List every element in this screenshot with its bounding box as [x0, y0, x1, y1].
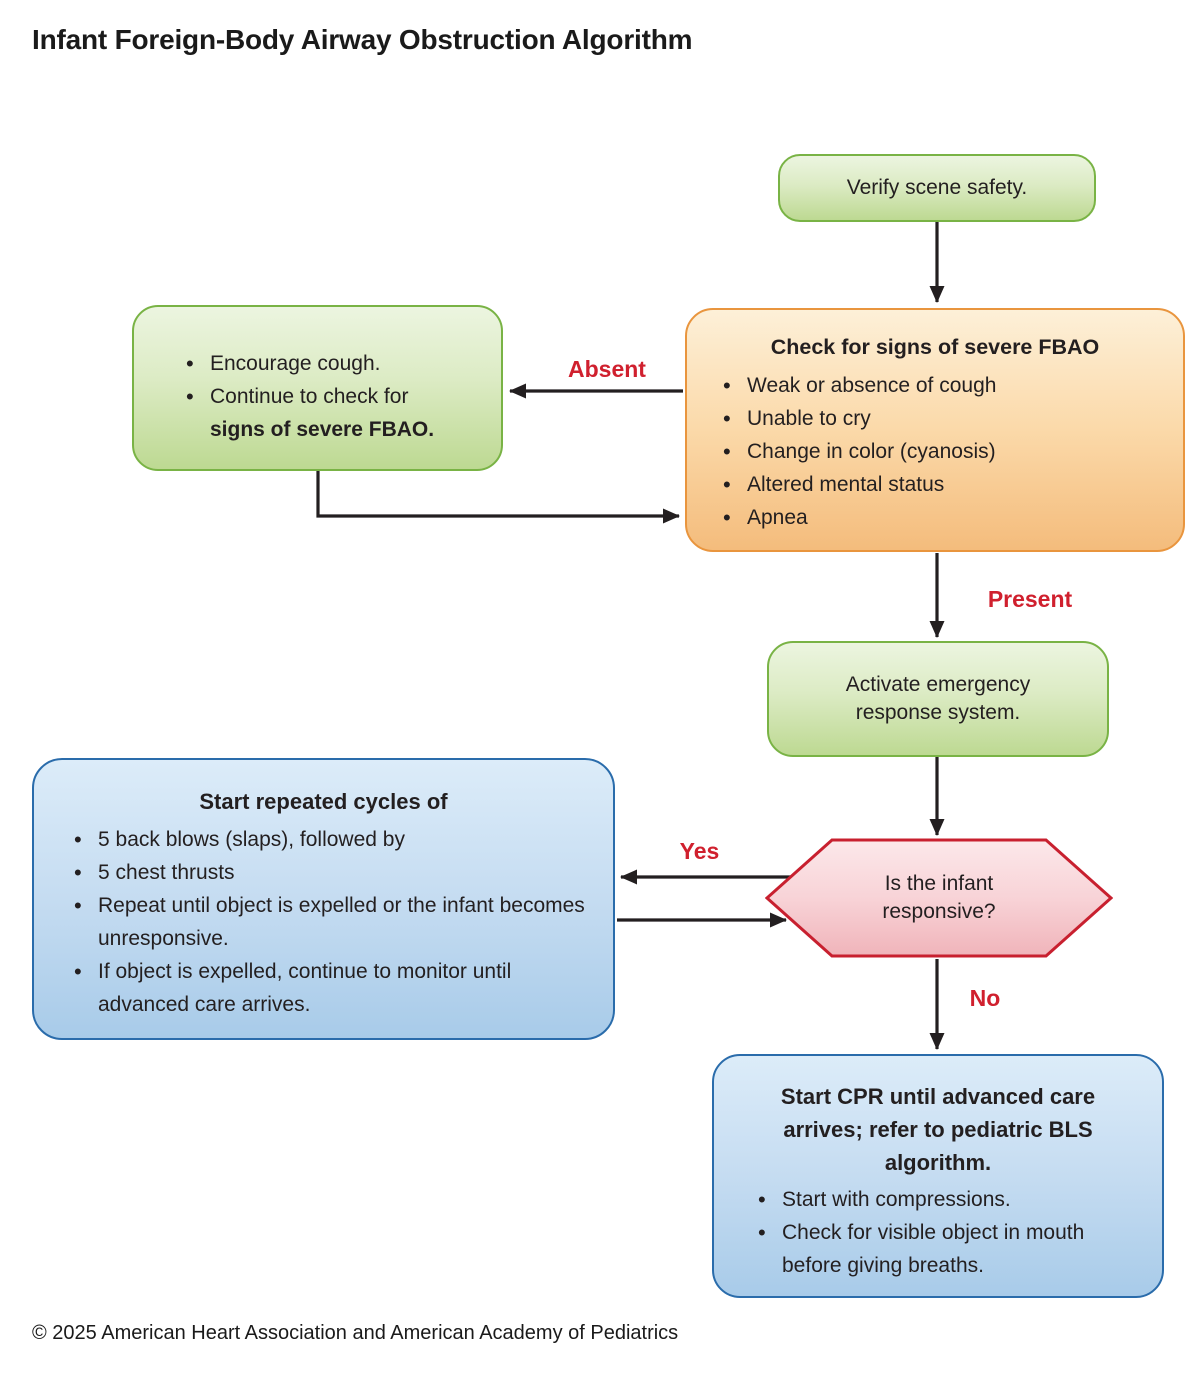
bullet-item: • If object is expelled, continue to monitor until advanced care arrives. [74, 955, 585, 1021]
edge-label-no: No [969, 985, 1001, 1011]
check-fbao-bullet-list [687, 369, 1183, 534]
node-cycles-title: Start repeated cycles of [199, 789, 448, 814]
edge-label-present: Present [987, 586, 1073, 612]
bullet-item: • 5 chest thrusts [74, 856, 585, 889]
node-activate-text: Activate emergency response system. [845, 673, 1031, 724]
node-start-cpr [712, 1054, 1164, 1298]
bullet-item: • Start with compressions. [758, 1183, 1138, 1216]
node-is-infant-responsive [765, 838, 1113, 958]
arrow-loop-encourage-to-check [318, 471, 679, 516]
node-check-title: Check for signs of severe FBAO [770, 335, 1100, 359]
responsive-question-text: Is the infant responsive? [882, 872, 996, 923]
node-cpr-title: Start CPR until advanced care arrives; refer to pediatric BLS algorithm. [780, 1084, 1096, 1175]
node-activate-ers [767, 641, 1109, 757]
node-repeated-cycles [32, 758, 615, 1040]
bullet-item: • Unable to cry [723, 402, 1169, 435]
bullet-item: • Change in color (cyanosis) [723, 435, 1169, 468]
encourage-bullet-list [134, 347, 501, 446]
node-verify-text: Verify scene safety. [846, 176, 1028, 199]
bullet-item [186, 380, 487, 446]
edge-label-yes: Yes [679, 838, 720, 864]
bullet-item: • Apnea [723, 501, 1169, 534]
page-title: Infant Foreign-Body Airway Obstruction Algorithm [32, 24, 693, 55]
node-check-severe-fbao [685, 308, 1185, 552]
bullet-item: • Altered mental status [723, 468, 1169, 501]
copyright-text: © 2025 American Heart Association and American Academy of Pediatrics [32, 1322, 679, 1344]
bullet-item: • Repeat until object is expelled or the infant becomes unresponsive. [74, 889, 585, 955]
bullet-item: • 5 back blows (slaps), followed by [74, 823, 585, 856]
bullet-item: • Check for visible object in mouth before giving breaths. [758, 1216, 1138, 1282]
bullet-item: • Weak or absence of cough [723, 369, 1169, 402]
edge-label-absent: Absent [568, 356, 646, 382]
bullet-text-bold: signs of severe FBAO. [210, 418, 435, 441]
node-encourage-cough [132, 305, 503, 471]
node-verify-scene-safety [778, 154, 1096, 222]
bullet-text-normal: Continue to check for [210, 385, 409, 408]
cpr-bullet-list [714, 1183, 1162, 1282]
cycles-bullet-list [34, 823, 613, 1021]
bullet-item: • Encourage cough. [186, 347, 487, 380]
